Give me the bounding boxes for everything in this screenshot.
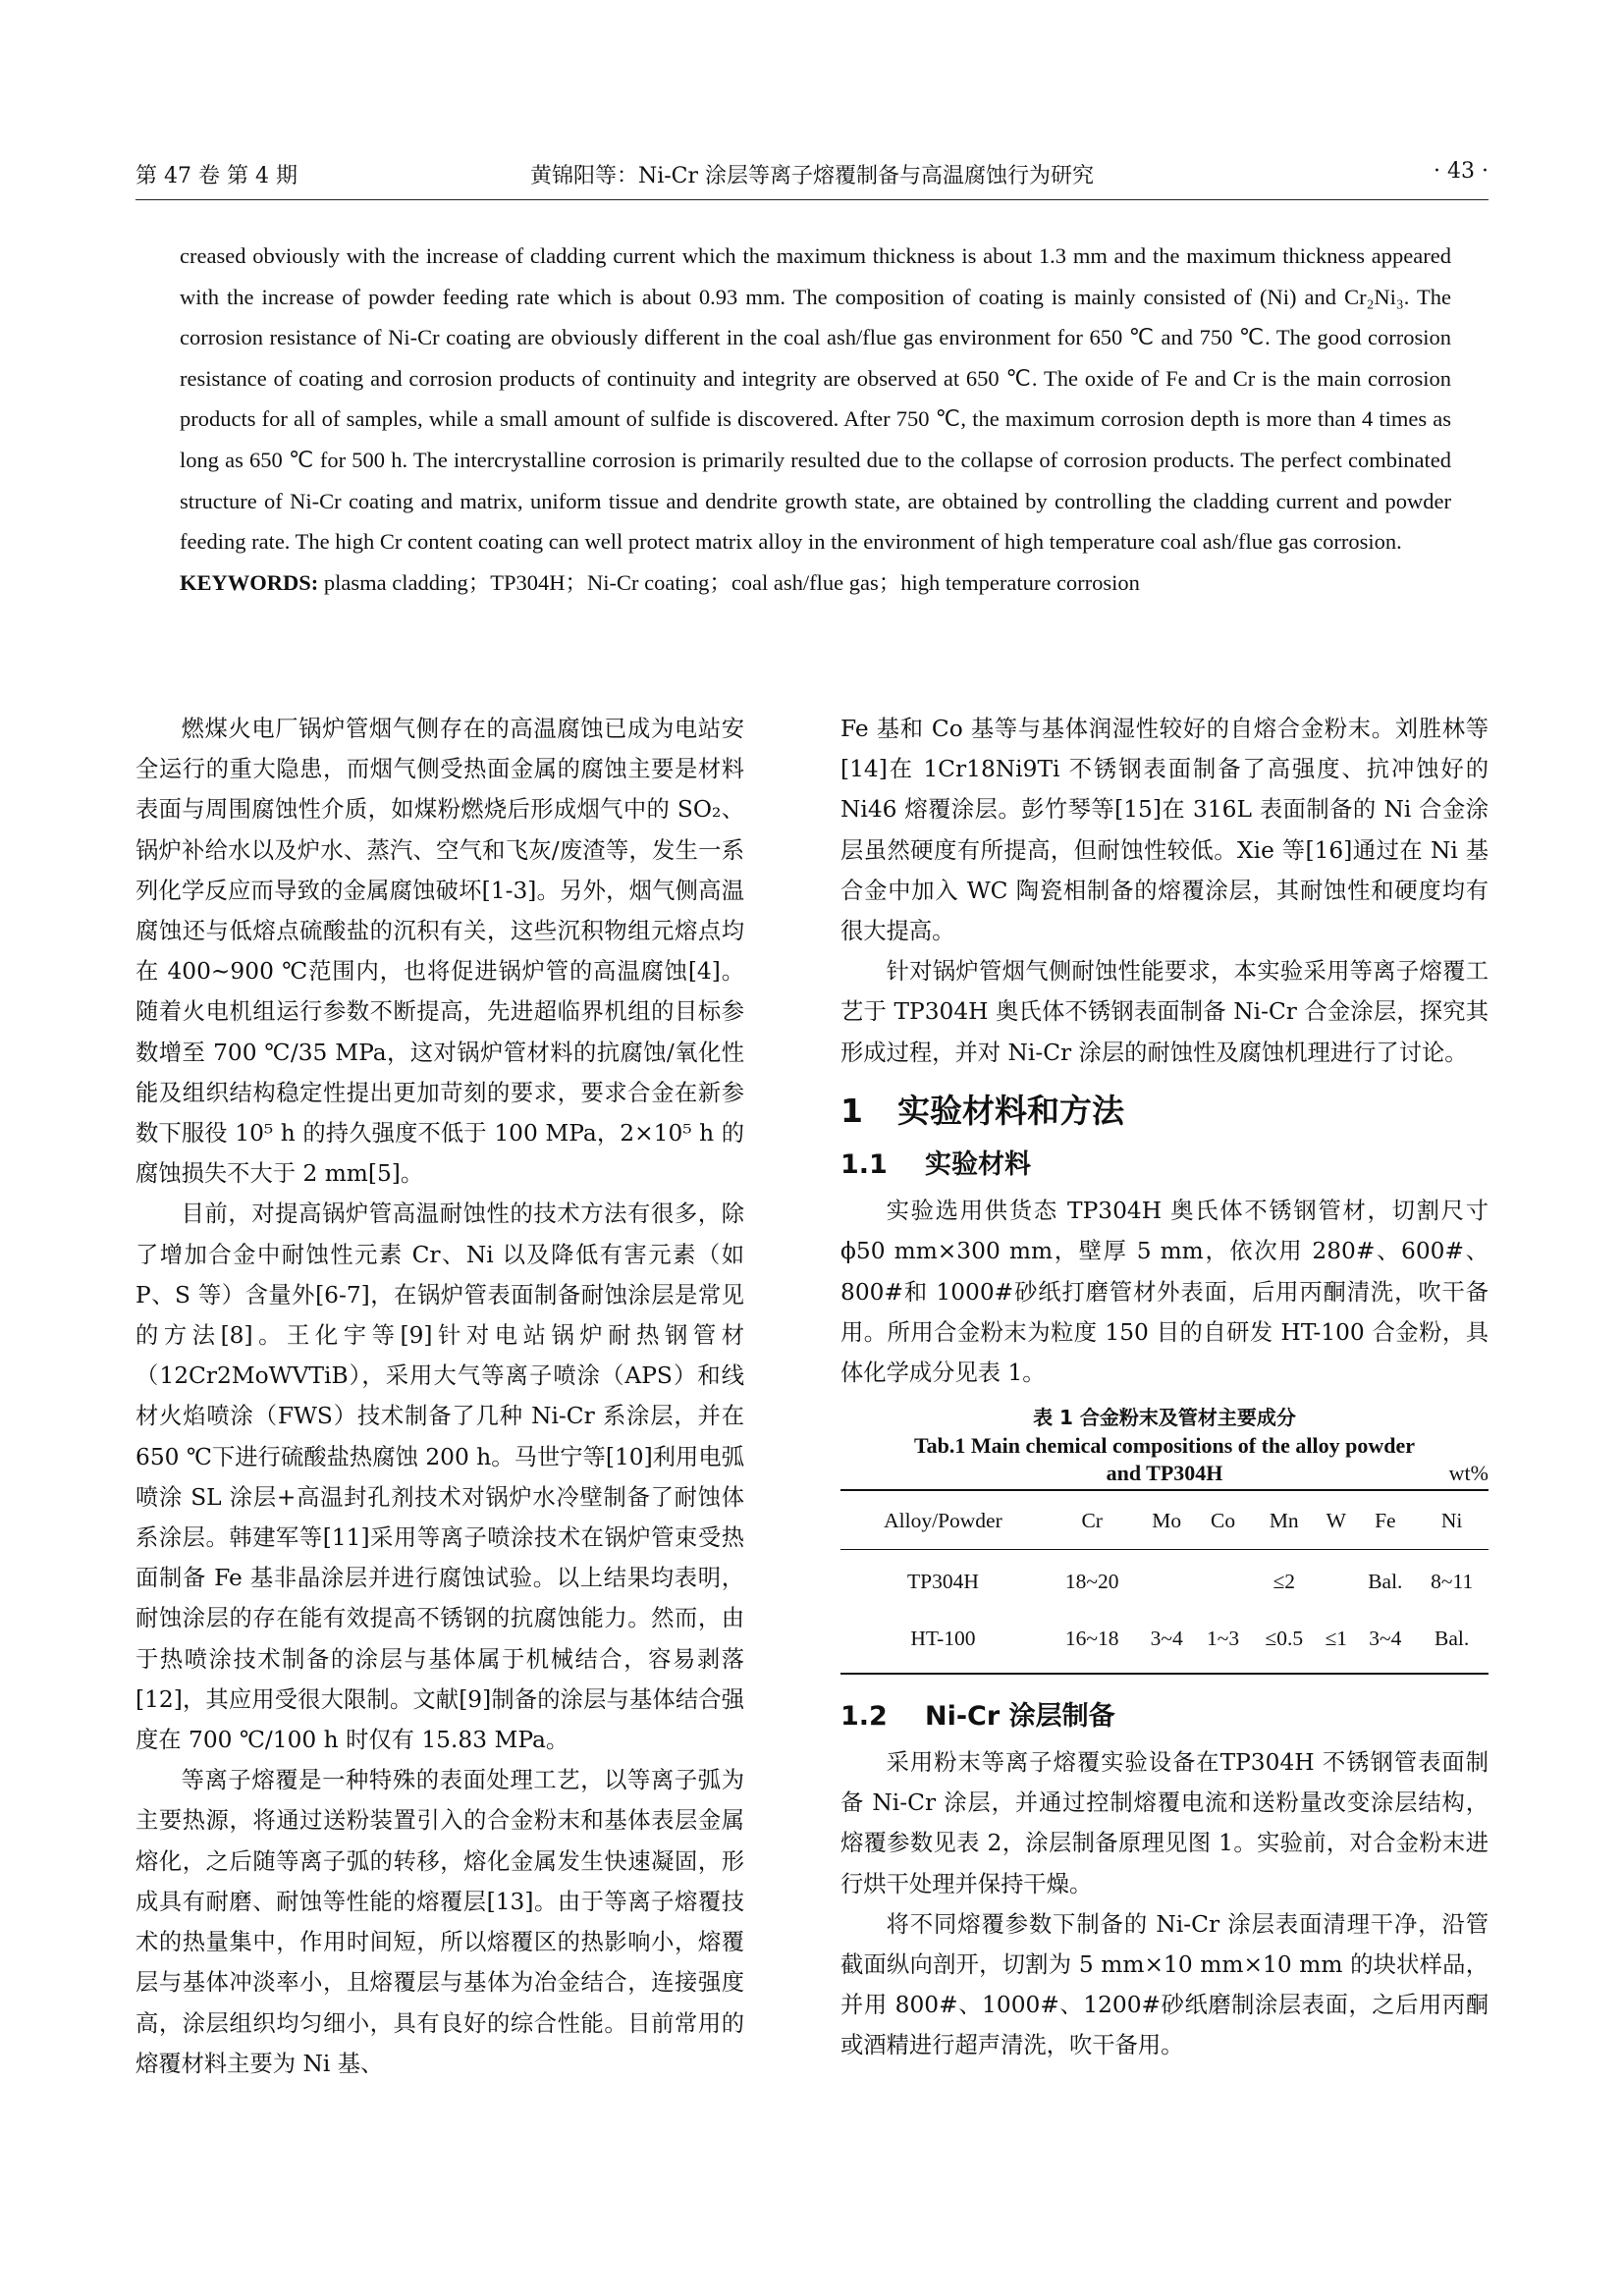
- table-cell: [1317, 1550, 1355, 1611]
- section-number: 1.1: [840, 1149, 888, 1181]
- right-column: [840, 709, 1489, 2066]
- table-cell: Bal.: [1435, 1626, 1470, 1650]
- table-cell: 1~3: [1207, 1626, 1240, 1650]
- table-1-caption-en: [840, 1432, 1489, 1487]
- running-header: [135, 159, 1489, 198]
- caption-en-line-1: Tab.1 Main chemical compositions of the alloy powder: [913, 1433, 1416, 1459]
- abstract-text: creased obviously with the increase of cladding current which the maximum thickness is about 1.3 mm and the maximum thickness appeared with the increase of powder feeding rate which is about 0.93 mm. The composition of coating is mainly consisted of (Ni) and Cr₂Ni₃. The corrosion resistance of Ni-Cr coating are obviously different in the coal ash/flue gas environment for 650 ℃ and 750 ℃. The good corrosion resistance of coating and corrosion products of continuity and integrity are observed at 650 ℃. The oxide of Fe and Cr is the main corrosion products for all of samples, while a small amount of sulfide is discovered. After 750 ℃, the maximum corrosion depth is more than 4 times as long as 650 ℃ for 500 h. The intercrystalline corrosion is primarily resulted due to the collapse of corrosion products. The perfect combinated structure of Ni-Cr coating and matrix, uniform tissue and dendrite growth state, are obtained by controlling the cladding current and powder feeding rate. The high Cr content coating can well protect matrix alloy in the environment of high temperature coal ash/flue gas corrosion.: [180, 243, 1451, 555]
- table-cell: 16~18: [1064, 1626, 1119, 1650]
- table-1-caption-cn: 表 1 合金粉末及管材主要成分: [1033, 1406, 1296, 1430]
- article-running-title: 黄锦阳等：Ni-Cr 涂层等离子熔覆制备与高温腐蚀行为研究: [529, 164, 1095, 188]
- keywords-list: plasma cladding；TP304H；Ni-Cr coating；coal ash/flue gas；high temperature corrosion: [318, 569, 1140, 595]
- column-header: Ni: [1415, 1490, 1489, 1550]
- table-cell: Bal.: [1368, 1570, 1403, 1594]
- column-header: Co: [1195, 1490, 1251, 1550]
- intro-paragraph-1: 燃煤火电厂锅炉管烟气侧存在的高温腐蚀已成为电站安全运行的重大隐患，而烟气侧受热面金属的腐蚀主要是材料表面与周围腐蚀性介质，如煤粉燃烧后形成烟气中的 SO₂、锅炉补给水以及炉水、蒸汽、空气和飞灰/废渣等，发生一系列化学反应而导致的金属腐蚀破坏[1-3]。另外，烟气侧高温腐蚀还与低熔点硫酸盐的沉积有关，这些沉积物组元熔点均在 400~900 ℃范围内，也将促进锅炉管的高温腐蚀[4]。随着火电机组运行参数不断提高，先进超临界机组的目标参数增至 700 ℃/35 MPa，这对锅炉管材料的抗腐蚀/氧化性能及组织结构稳定性提出更加苛刻的要求，要求合金在新参数下服役 10⁵ h 的持久强度不低于 100 MPa，2×10⁵ h 的腐蚀损失不大于 2 mm[5]。: [135, 716, 744, 1188]
- table-cell: HT-100: [910, 1626, 976, 1650]
- composition-table: [840, 1489, 1489, 1675]
- column-header: W: [1317, 1490, 1355, 1550]
- table-cell: ≤1: [1325, 1626, 1348, 1650]
- table-cell: 8~11: [1431, 1570, 1474, 1594]
- page-number: · 43 ·: [1434, 159, 1489, 184]
- section-number: 1.2: [840, 1700, 888, 1732]
- section-title: Ni-Cr 涂层制备: [925, 1700, 1115, 1732]
- column-header: Mn: [1251, 1490, 1317, 1550]
- materials-paragraph: 实验选用供货态 TP304H 奥氏体不锈钢管材，切割尺寸ϕ50 mm×300 mm，壁厚 5 mm，依次用 280#、600#、800#和 1000#砂纸打磨管材外表面，后用丙酮清洗，吹干备用。所用合金粉末为粒度 150 目的自研发 HT-100 合金粉，具体化学成分见表 1。: [840, 1198, 1489, 1387]
- column-header: Cr: [1046, 1490, 1139, 1550]
- section-heading-1-1: [840, 1145, 1489, 1185]
- table-cell: 3~4: [1369, 1626, 1402, 1650]
- caption-en-line-2: and TP304H: [1106, 1461, 1223, 1486]
- column-header: Fe: [1355, 1490, 1415, 1550]
- section-number: 1: [840, 1091, 863, 1130]
- table-row: [840, 1611, 1489, 1674]
- section-heading-1-2: [840, 1696, 1489, 1736]
- section-title: 实验材料: [925, 1149, 1031, 1181]
- intro-paragraph-4: 针对锅炉管烟气侧耐蚀性能要求，本实验采用等离子熔覆工艺于 TP304H 奥氏体不锈钢表面制备 Ni-Cr 合金涂层，探究其形成过程，并对 Ni-Cr 涂层的耐蚀性及腐蚀机理进行了讨论。: [840, 958, 1489, 1066]
- table-cell: [1195, 1550, 1251, 1611]
- header-divider: [135, 199, 1489, 200]
- table-row: [840, 1550, 1489, 1611]
- table-cell: ≤2: [1272, 1570, 1296, 1594]
- table-unit: wt%: [1448, 1461, 1489, 1486]
- table-cell: TP304H: [907, 1570, 979, 1594]
- intro-paragraph-3: 等离子熔覆是一种特殊的表面处理工艺，以等离子弧为主要热源，将通过送粉装置引入的合金粉末和基体表层金属熔化，之后随等离子弧的转移，熔化金属发生快速凝固，形成具有耐磨、耐蚀等性能的熔覆层[13]。由于等离子熔覆技术的热量集中，作用时间短，所以熔覆区的热影响小，熔覆层与基体冲淡率小，且熔覆层与基体为冶金结合，连接强度高，涂层组织均匀细小，具有良好的综合性能。目前常用的熔覆材料主要为 Ni 基、: [135, 1767, 744, 2077]
- table-cell: ≤0.5: [1265, 1626, 1304, 1650]
- intro-paragraph-2: 目前，对提高锅炉管高温耐蚀性的技术方法有很多，除了增加合金中耐蚀性元素 Cr、Ni 以及降低有害元素（如 P、S 等）含量外[6-7]，在锅炉管表面制备耐蚀涂层是常见的方法[8]。王化宇等[9]针对电站锅炉耐热钢管材（12Cr2MoWVTiB），采用大气等离子喷涂（APS）和线材火焰喷涂（FWS）技术制备了几种 Ni-Cr 系涂层，并在 650 ℃下进行硫酸盐热腐蚀 200 h。马世宁等[10]利用电弧喷涂 SL 涂层+高温封孔剂技术对锅炉水冷壁制备了耐蚀体系涂层。韩建军等[11]采用等离子喷涂技术在锅炉管束受热面制备 Fe 基非晶涂层并进行腐蚀试验。以上结果均表明，耐蚀涂层的存在能有效提高不锈钢的抗腐蚀能力。然而，由于热喷涂技术制备的涂层与基体属于机械结合，容易剥落[12]，其应用受很大限制。文献[9]制备的涂层与基体结合强度在 700 ℃/100 h 时仅有 15.83 MPa。: [135, 1201, 744, 1754]
- keywords-label: KEYWORDS:: [180, 569, 319, 595]
- table-cell: 3~4: [1150, 1626, 1183, 1650]
- keywords-line: [180, 562, 1451, 604]
- table-cell: 18~20: [1064, 1570, 1119, 1594]
- table-header-row: [840, 1490, 1489, 1550]
- english-abstract: [180, 236, 1451, 603]
- column-header: Alloy/Powder: [840, 1490, 1046, 1550]
- section-heading-1: [840, 1091, 1489, 1131]
- section-title: 实验材料和方法: [897, 1091, 1124, 1130]
- column-header: Mo: [1139, 1490, 1195, 1550]
- intro-paragraph-3-continued: Fe 基和 Co 基等与基体润湿性较好的自熔合金粉末。刘胜林等[14]在 1Cr18Ni9Ti 不锈钢表面制备了高强度、抗冲蚀好的 Ni46 熔覆涂层。彭竹琴等[15]在 316L 表面制备的 Ni 合金涂层虽然硬度有所提高，但耐蚀性较低。Xie 等[16]通过在 Ni 基合金中加入 WC 陶瓷相制备的熔覆涂层，其耐蚀性和硬度均有很大提高。: [840, 716, 1489, 945]
- journal-volume-issue: 第 47 卷 第 4 期: [135, 164, 298, 188]
- coating-prep-paragraph-2: 将不同熔覆参数下制备的 Ni-Cr 涂层表面清理干净，沿管截面纵向剖开，切割为 5 mm×10 mm×10 mm 的块状样品，并用 800#、1000#、1200#砂纸磨制涂层表面，之后用丙酮或酒精进行超声清洗，吹干备用。: [840, 1910, 1489, 2059]
- left-column: [135, 709, 744, 2084]
- coating-prep-paragraph-1: 采用粉末等离子熔覆实验设备在TP304H 不锈钢管表面制备 Ni-Cr 涂层，并通过控制熔覆电流和送粉量改变涂层结构，熔覆参数见表 2，涂层制备原理见图 1。实验前，对合金粉末进行烘干处理并保持干燥。: [840, 1749, 1489, 1897]
- table-cell: [1139, 1550, 1195, 1611]
